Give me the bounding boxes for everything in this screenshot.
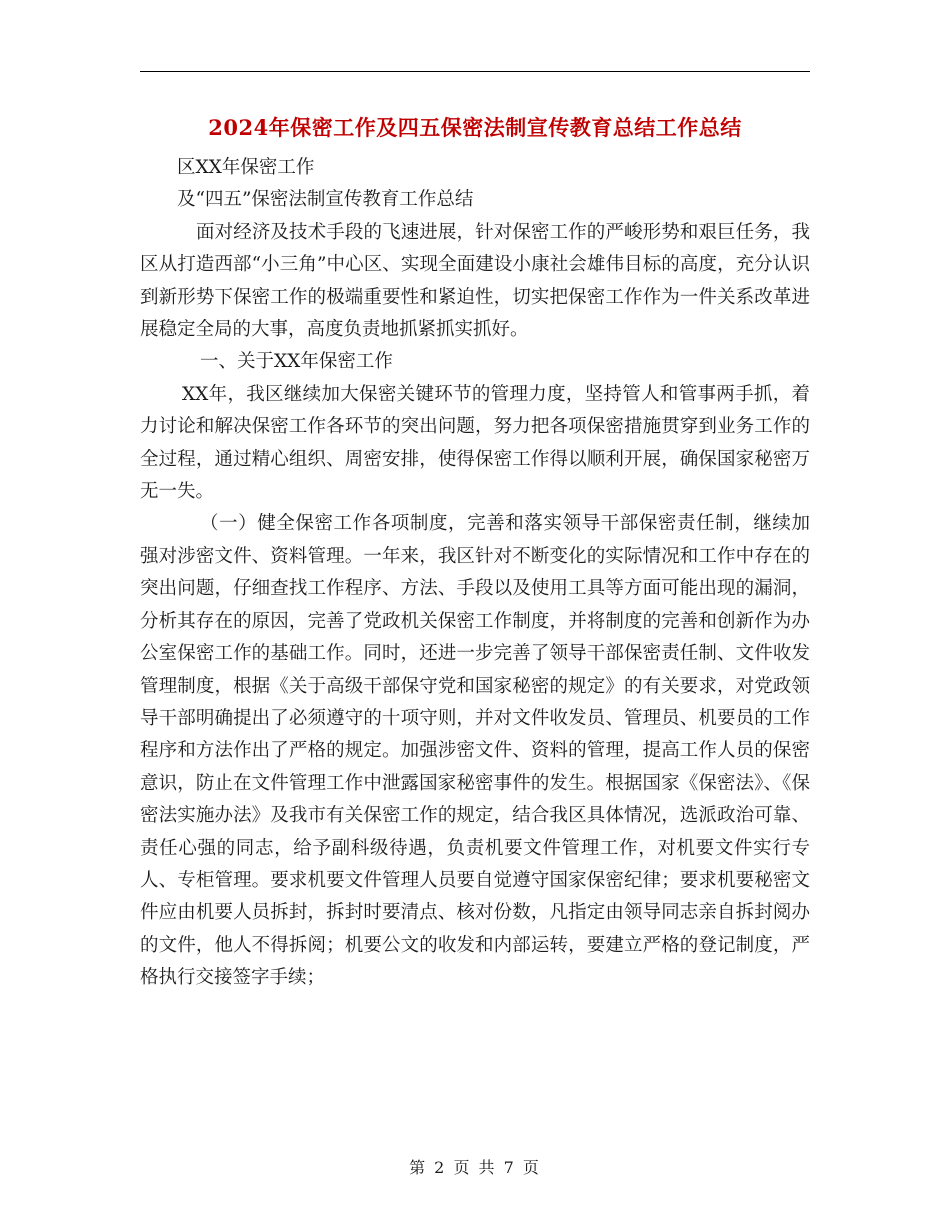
header-rule: [140, 71, 810, 72]
paragraph-section-1: XX年，我区继续加大保密关键环节的管理力度，坚持管人和管事两手抓，着力讨论和解决保密工作各环节的突出问题，努力把各项保密措施贯穿到业务工作的全过程，通过精心组织、周密安排，使得保密工作得以顺利开展，确保国家秘密万无一失。: [140, 383, 810, 503]
paragraph-subtitle-2: 及“四五”保密法制宣传教育工作总结: [177, 189, 474, 211]
document-title: 2024年保密工作及四五保密法制宣传教育总结工作总结: [208, 115, 742, 140]
document-body: [140, 152, 810, 995]
paragraph-subsection-1: （一）健全保密工作各项制度，完善和落实领导干部保密责任制，继续加强对涉密文件、资料管理。一年来，我区针对不断变化的实际情况和工作中存在的突出问题，仔细查找工作程序、方法、手段以及使用工具等方面可能出现的漏洞，分析其存在的原因，完善了党政机关保密工作制度，并将制度的完善和创新作为办公室保密工作的基础工作。同时，还进一步完善了领导干部保密责任制、文件收发管理制度，根据《关于高级干部保守党和国家秘密的规定》的有关要求，对党政领导干部明确提出了必须遵守的十项守则，并对文件收发员、管理员、机要员的工作程序和方法作出了严格的规定。加强涉密文件、资料的管理，提高工作人员的保密意识，防止在文件管理工作中泄露国家秘密事件的发生。根据国家《保密法》、《保密法实施办法》及我市有关保密工作的规定，结合我区具体情况，选派政治可靠、责任心强的同志，给予副科级待遇，负责机要文件管理工作，对机要文件实行专人、专柜管理。要求机要文件管理人员要自觉遵守国家保密纪律；要求机要秘密文件应由机要人员拆封，拆封时要清点、核对份数，凡指定由领导同志亲自拆封阅办的文件，他人不得拆阅；机要公文的收发和内部运转，要建立严格的登记制度，严格执行交接签字手续；: [140, 513, 810, 989]
page-number-footer: 第 2 页 共 7 页: [409, 1158, 541, 1177]
paragraph-subtitle-1: 区XX年保密工作: [177, 157, 315, 178]
section-heading-1: 一、关于XX年保密工作: [200, 351, 393, 373]
paragraph-intro: 面对经济及技术手段的飞速进展，针对保密工作的严峻形势和艰巨任务，我区从打造西部“小三角”中心区、实现全面建设小康社会雄伟目标的高度，充分认识到新形势下保密工作的极端重要性和紧迫性，切实把保密工作作为一件关系改革进展稳定全局的大事，高度负责地抓紧抓实抓好。: [140, 221, 810, 341]
